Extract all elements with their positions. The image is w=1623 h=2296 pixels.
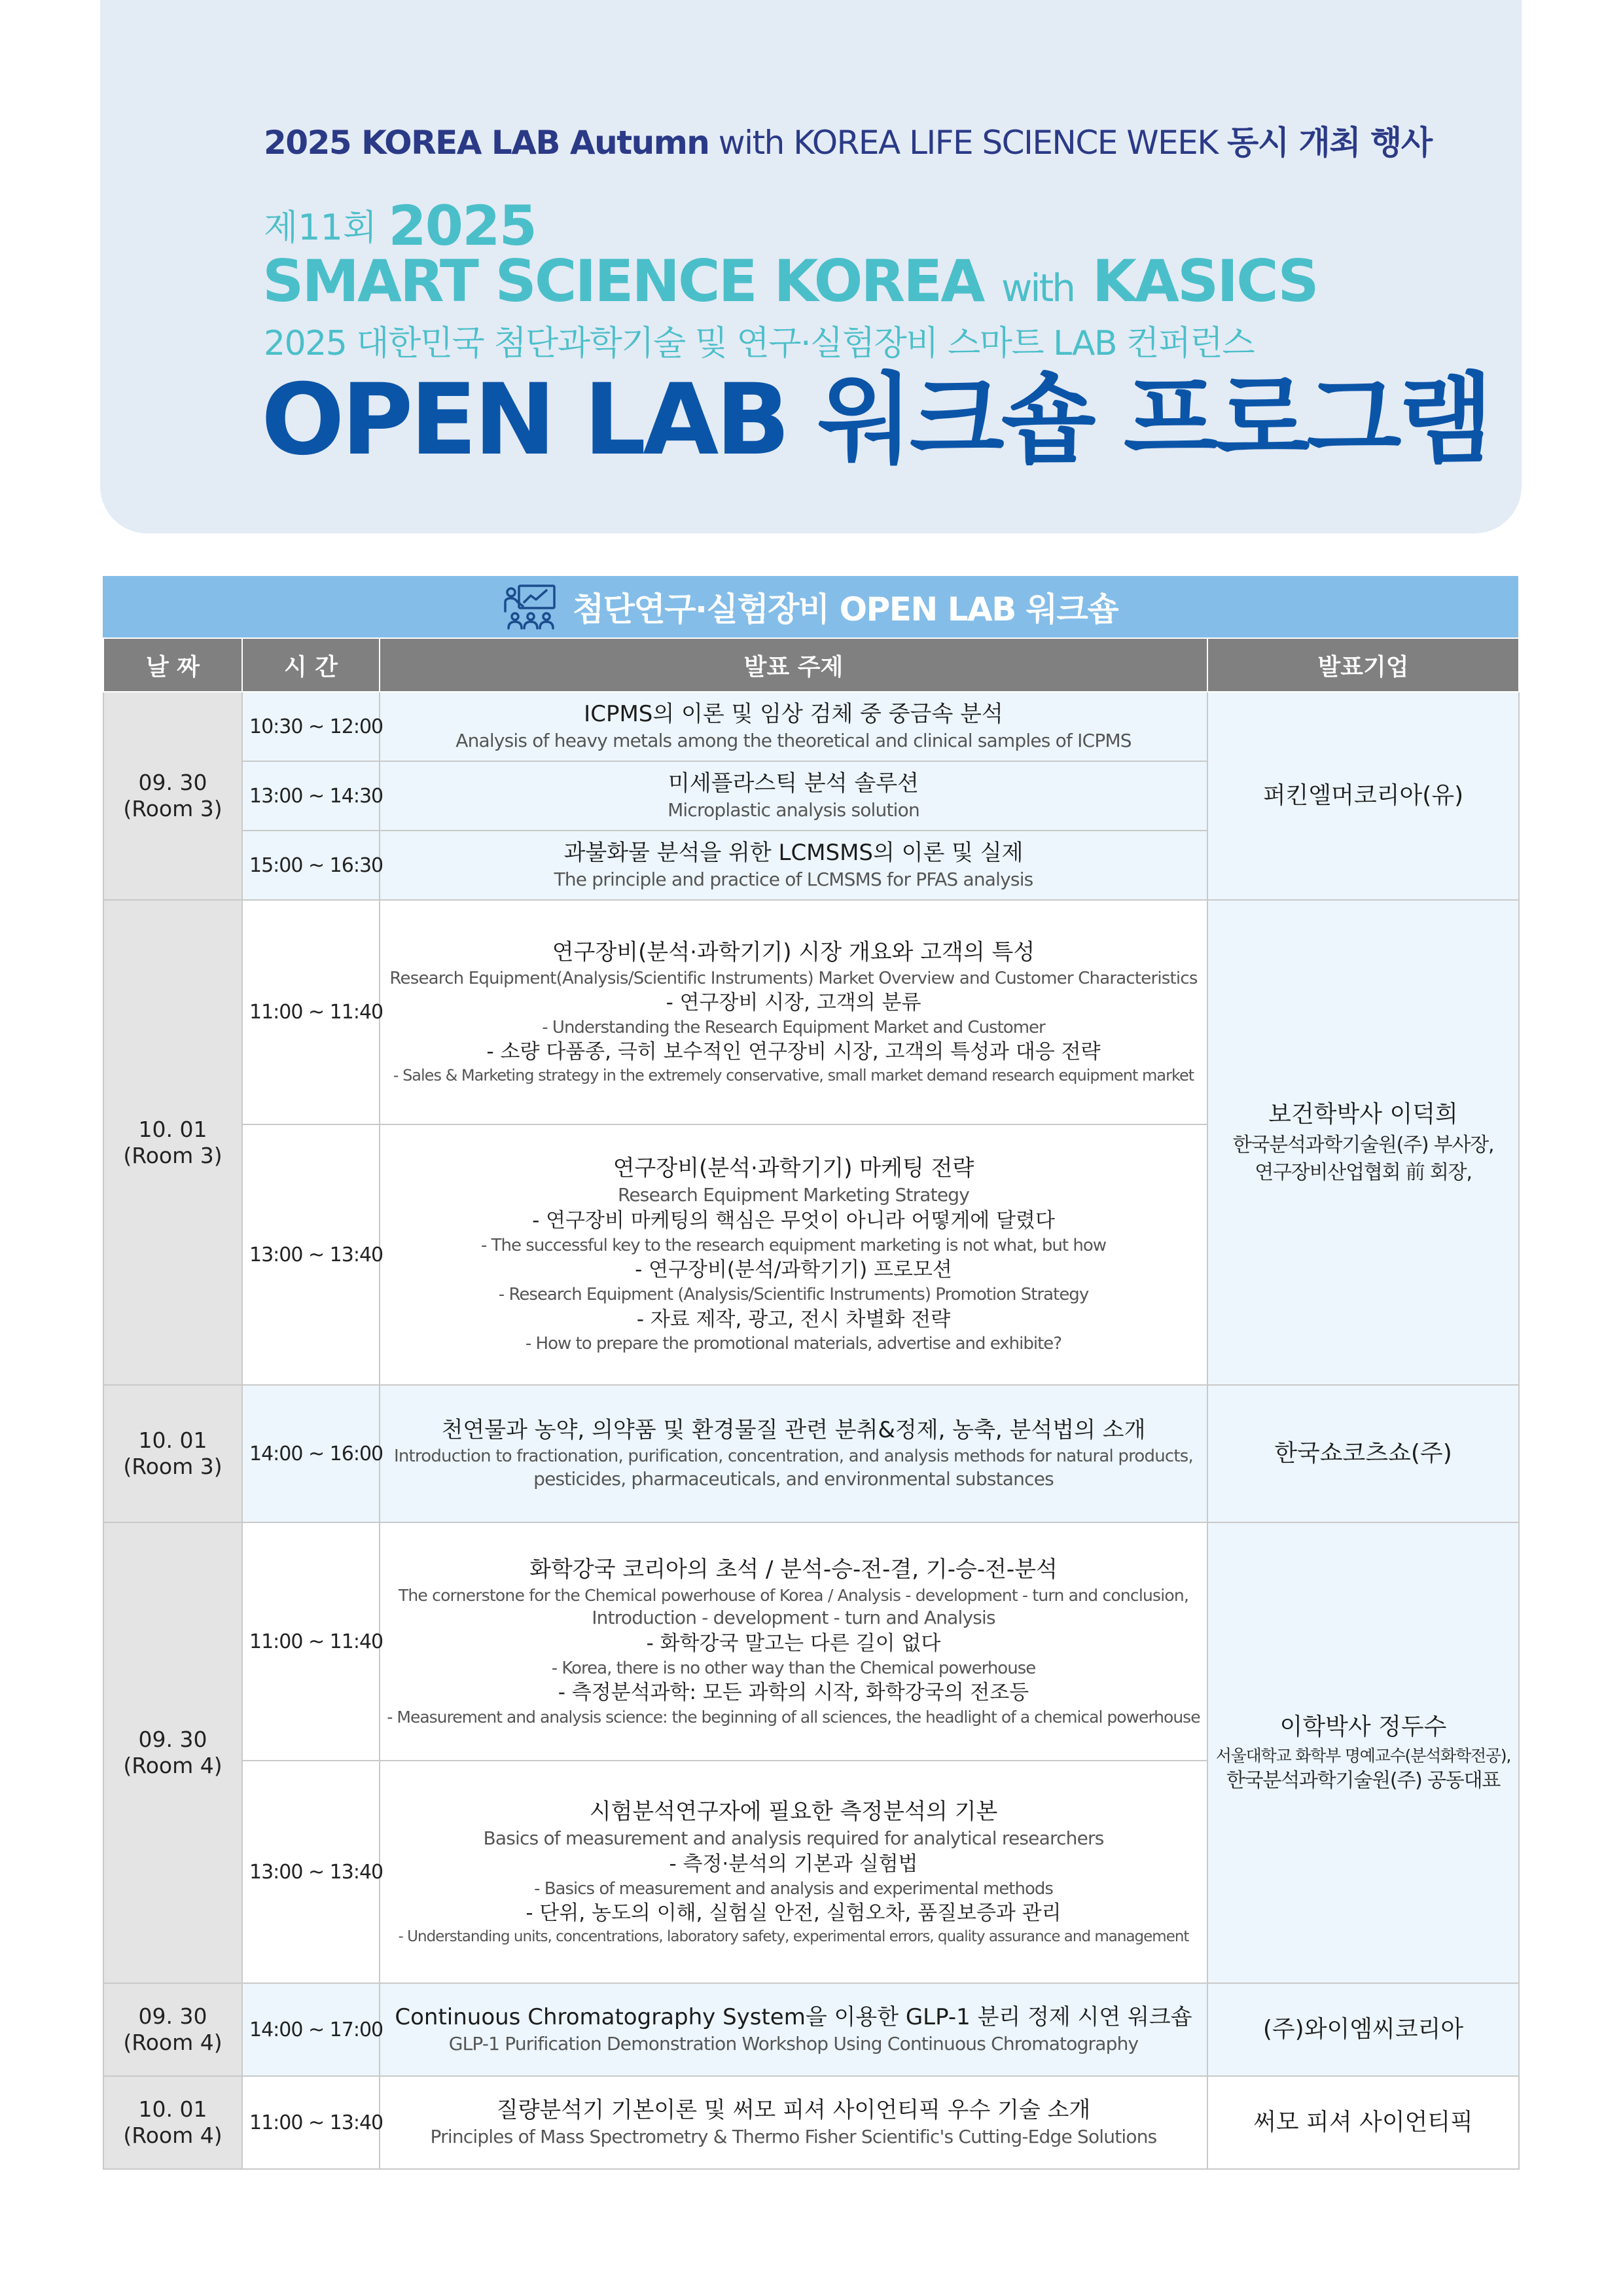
conference-korean-name: 2025 대한민국 첨단과학기술 및 연구·실험장비 스마트 LAB 컨퍼런스 <box>264 324 1255 363</box>
topic-english: Research Equipment Marketing Strategy <box>617 1184 970 1206</box>
topic-cell <box>380 1983 1207 2076</box>
topic-cell <box>380 831 1207 900</box>
table-row <box>103 2076 1519 2169</box>
subtitle-tail: 동시 개최 행사 <box>1227 124 1432 162</box>
topic-title: 질량분석기 기본이론 및 써모 피셔 사이언티픽 우수 기술 소개 <box>496 2097 1091 2124</box>
topic-bullet: - 연구장비 시장, 고객의 분류 <box>666 991 921 1015</box>
speaker-name: 이학박사 정두수 <box>1279 1713 1447 1741</box>
company-name: (주)와이엠씨코리아 <box>1262 2015 1464 2043</box>
topic-bullet: - 소량 다품종, 극히 보수적인 연구장비 시장, 고객의 특성과 대응 전략 <box>486 1040 1101 1064</box>
date-text: 09. 30 <box>138 2003 207 2030</box>
topic-bullet: - 자료 제작, 광고, 전시 차별화 전략 <box>636 1307 951 1331</box>
date-cell <box>103 900 242 1385</box>
topic-english: Principles of Mass Spectrometry & Thermo Fisher Scientific's Cutting-Edge Solutions <box>430 2125 1157 2147</box>
topic-title: 연구장비(분석·과학기기) 시장 개요와 고객의 특성 <box>552 939 1035 965</box>
topic-english: The principle and practice of LCMSMS for PFAS analysis <box>554 868 1033 890</box>
topic-bullet: - 연구장비 마케팅의 핵심은 무엇이 아니라 어떻게에 달렸다 <box>532 1209 1055 1233</box>
time-cell: 13:00 ~ 13:40 <box>242 1761 380 1983</box>
date-cell <box>103 1983 242 2076</box>
table-row <box>103 1385 1519 1522</box>
column-header-time: 시 간 <box>242 638 380 692</box>
table-row <box>103 900 1519 1124</box>
topic-cell <box>380 1522 1207 1761</box>
conference-with: with <box>1001 266 1075 310</box>
topic-english: The cornerstone for the Chemical powerhouse of Korea / Analysis - development - turn and conclusion, <box>398 1585 1189 1605</box>
topic-bullet-english: - Understanding units, concentrations, laboratory safety, experimental errors, quality assurance and management <box>398 1928 1189 1945</box>
company-name: 써모 피셔 사이언티픽 <box>1253 2108 1473 2136</box>
topic-english: Analysis of heavy metals among the theoretical and clinical samples of ICPMS <box>455 729 1132 751</box>
table-row <box>103 1983 1519 2076</box>
topic-title: Continuous Chromatography System을 이용한 GLP-1 분리 정제 시연 워크숍 <box>395 2004 1192 2031</box>
time-cell: 13:00 ~ 13:40 <box>242 1124 380 1385</box>
time-cell: 11:00 ~ 11:40 <box>242 1522 380 1761</box>
time-cell: 10:30 ~ 12:00 <box>242 692 380 761</box>
topic-title: ICPMS의 이론 및 임상 검체 중 중금속 분석 <box>584 701 1003 728</box>
topic-bullet-english: - Understanding the Research Equipment Market and Customer <box>542 1018 1045 1038</box>
topic-cell <box>380 1761 1207 1983</box>
room-text: (Room 3) <box>123 1142 223 1168</box>
topic-bullet: - 연구장비(분석/과학기기) 프로모션 <box>635 1258 952 1282</box>
room-text: (Room 3) <box>123 1454 223 1479</box>
topic-title: 미세플라스틱 분석 솔루션 <box>668 770 919 797</box>
time-cell: 11:00 ~ 11:40 <box>242 900 380 1124</box>
topic-english: Research Equipment(Analysis/Scientific Instruments) Market Overview and Customer Characteristics <box>389 968 1198 988</box>
speaker-name: 보건학박사 이덕희 <box>1268 1101 1458 1128</box>
room-text: (Room 4) <box>123 1753 223 1778</box>
speaker-affiliation: 한국분석과학기술원(주) 부사장, <box>1232 1133 1494 1157</box>
topic-title: 화학강국 코리아의 초석 / 분석-승-전-결, 기-승-전-분석 <box>529 1556 1058 1583</box>
topic-bullet: - 측정·분석의 기본과 실험법 <box>669 1852 918 1876</box>
event-subtitle <box>264 117 1432 164</box>
table-row <box>103 1522 1519 1761</box>
topic-english: pesticides, pharmaceuticals, and environmental substances <box>533 1468 1054 1490</box>
date-text: 09. 30 <box>138 770 207 796</box>
topic-bullet: - 측정분석과학: 모든 과학의 시작, 화학강국의 전조등 <box>558 1681 1029 1705</box>
column-header-date: 날 짜 <box>103 638 242 692</box>
header-panel <box>100 0 1522 533</box>
program-table <box>103 637 1520 2170</box>
topic-bullet-english: - The successful key to the research equipment marketing is not what, but how <box>481 1235 1106 1255</box>
subtitle-light: with KOREA LIFE SCIENCE WEEK <box>709 124 1228 162</box>
topic-cell <box>380 900 1207 1124</box>
conference-name <box>262 247 1317 315</box>
date-text: 09. 30 <box>138 1727 207 1753</box>
topic-bullet: - 단위, 농도의 이해, 실험실 안전, 실험오차, 품질보증과 관리 <box>526 1901 1061 1925</box>
date-text: 10. 01 <box>138 1116 207 1142</box>
topic-bullet-english: - Research Equipment (Analysis/Scientific Instruments) Promotion Strategy <box>498 1285 1089 1305</box>
table-row <box>103 692 1519 761</box>
topic-title: 시험분석연구자에 필요한 측정분석의 기본 <box>589 1798 998 1825</box>
speaker-affiliation: 연구장비산업협회 前 회장, <box>1255 1160 1472 1184</box>
subtitle-bold: 2025 KOREA LAB Autumn <box>264 124 709 162</box>
date-cell <box>103 2076 242 2169</box>
room-text: (Room 4) <box>123 2030 223 2055</box>
time-cell: 14:00 ~ 17:00 <box>242 1983 380 2076</box>
column-header-topic: 발표 주제 <box>380 638 1207 692</box>
edition-year: 2025 <box>388 194 537 258</box>
company-cell <box>1207 1983 1519 2076</box>
room-text: (Room 4) <box>123 2123 223 2148</box>
topic-bullet-english: - Korea, there is no other way than the Chemical powerhouse <box>551 1658 1036 1678</box>
presentation-icon <box>503 583 558 631</box>
room-text: (Room 3) <box>123 796 223 821</box>
topic-title: 천연물과 농약, 의약품 및 환경물질 관련 분취&정제, 농축, 분석법의 소개 <box>441 1416 1146 1443</box>
speaker-affiliation: 한국분석과학기술원(주) 공동대표 <box>1226 1768 1501 1792</box>
topic-bullet: - 화학강국 말고는 다른 길이 없다 <box>646 1631 941 1655</box>
company-cell <box>1207 1522 1519 1983</box>
speaker-affiliation: 서울대학교 화학부 명예교수(분석화학전공), <box>1215 1746 1511 1765</box>
company-cell <box>1207 692 1519 900</box>
company-cell <box>1207 2076 1519 2169</box>
topic-english: Introduction - development - turn and Analysis <box>592 1606 995 1628</box>
time-cell: 13:00 ~ 14:30 <box>242 761 380 831</box>
time-cell: 11:00 ~ 13:40 <box>242 2076 380 2169</box>
date-cell <box>103 1385 242 1522</box>
section-banner <box>103 576 1518 637</box>
topic-english: Basics of measurement and analysis required for analytical researchers <box>483 1827 1104 1849</box>
conference-name-b: KASICS <box>1074 247 1317 315</box>
topic-cell <box>380 692 1207 761</box>
table-header-row <box>103 638 1519 692</box>
date-cell <box>103 692 242 900</box>
topic-english: Introduction to fractionation, purification, concentration, and analysis methods for natural products, <box>393 1446 1193 1466</box>
company-cell <box>1207 900 1519 1385</box>
page-title: OPEN LAB 워크숍 프로그램 <box>261 363 1490 477</box>
topic-bullet-english: - Basics of measurement and analysis and experimental methods <box>534 1878 1053 1899</box>
topic-bullet-english: - Sales & Marketing strategy in the extremely conservative, small market demand research equipment market <box>393 1066 1194 1085</box>
time-cell: 15:00 ~ 16:30 <box>242 831 380 900</box>
company-cell <box>1207 1385 1519 1522</box>
topic-bullet-english: - How to prepare the promotional materials, advertise and exhibite? <box>525 1334 1062 1354</box>
date-text: 10. 01 <box>138 1427 207 1454</box>
topic-cell <box>380 2076 1207 2169</box>
edition-number: 제11회 <box>264 207 389 248</box>
topic-english: GLP-1 Purification Demonstration Workshop Using Continuous Chromatography <box>448 2032 1139 2054</box>
time-cell: 14:00 ~ 16:00 <box>242 1385 380 1522</box>
topic-cell <box>380 1385 1207 1522</box>
topic-bullet-english: - Measurement and analysis science: the beginning of all sciences, the headlight of a chemical powerhouse <box>387 1707 1200 1727</box>
topic-title: 연구장비(분석·과학기기) 마케팅 전략 <box>613 1155 974 1182</box>
section-title: 첨단연구·실험장비 OPEN LAB 워크숍 <box>572 590 1118 628</box>
date-cell <box>103 1522 242 1983</box>
company-name: 한국쇼코츠쇼(주) <box>1274 1439 1452 1467</box>
column-header-company: 발표기업 <box>1207 638 1519 692</box>
topic-cell <box>380 1124 1207 1385</box>
company-name: 퍼킨엘머코리아(유) <box>1262 781 1464 809</box>
topic-english: Microplastic analysis solution <box>668 798 919 821</box>
topic-title: 과불화물 분석을 위한 LCMSMS의 이론 및 실제 <box>563 840 1024 867</box>
topic-cell <box>380 761 1207 831</box>
date-text: 10. 01 <box>138 2096 207 2123</box>
conference-name-a: SMART SCIENCE KOREA <box>262 247 1001 315</box>
